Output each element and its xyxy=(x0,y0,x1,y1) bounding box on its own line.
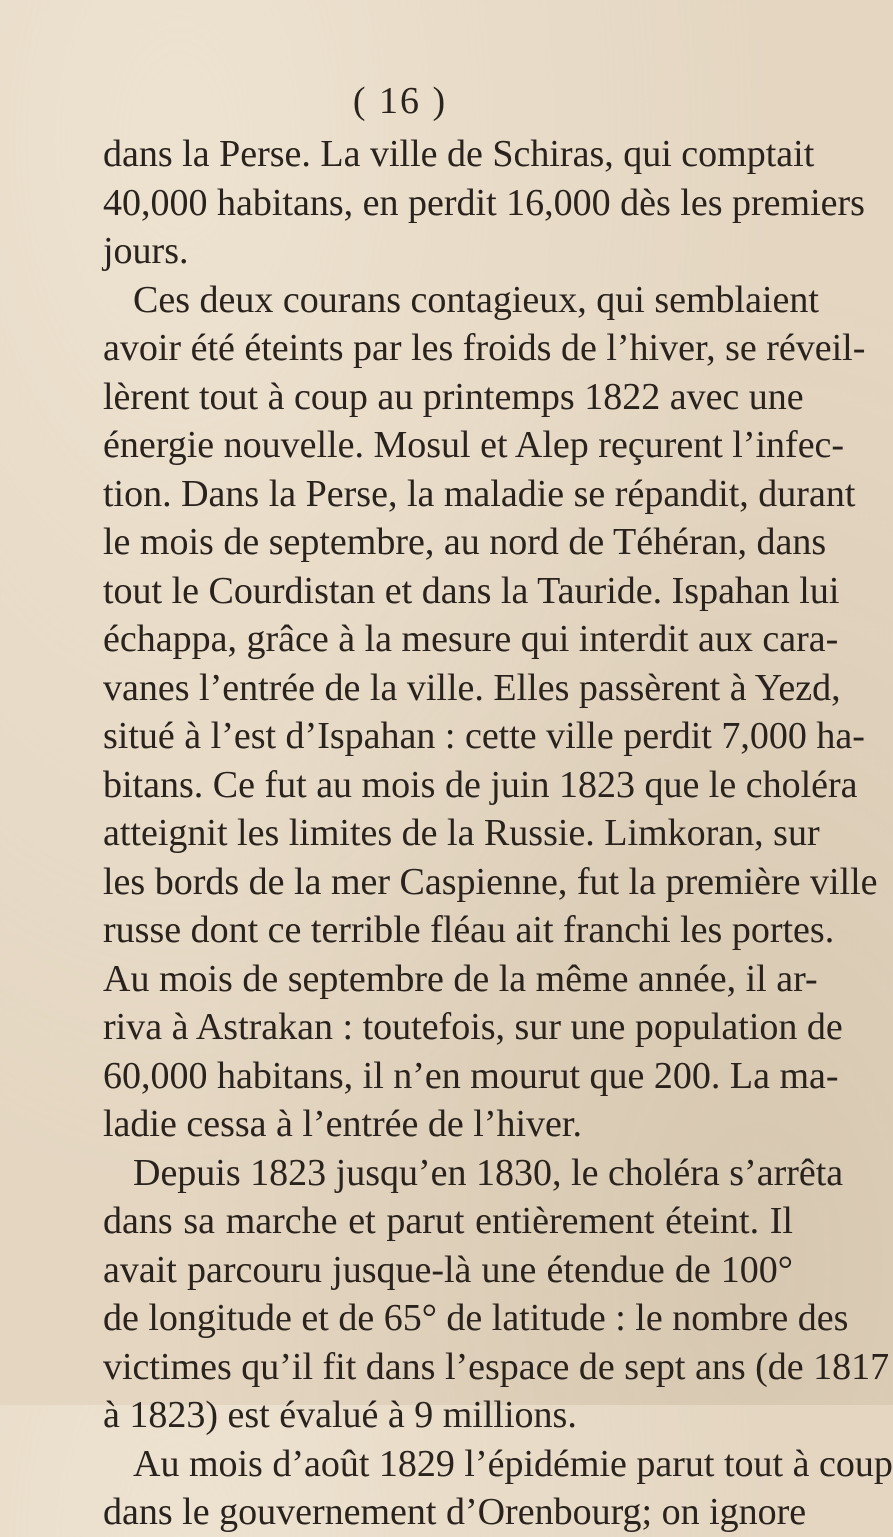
text-line: ladie cessa à l’entrée de l’hiver. xyxy=(103,1103,582,1145)
text-line: à 1823) est évalué à 9 millions. xyxy=(103,1394,577,1436)
text-line: russe dont ce terrible fléau ait franchi les portes. xyxy=(103,909,835,951)
text-line: victimes qu’il fit dans l’espace de sept ans (de 1817 xyxy=(103,1345,890,1388)
text-line: le mois de septembre, au nord de Téhéran, dans xyxy=(103,521,827,563)
text-line: dans le gouvernement d’Orenbourg; on ignore xyxy=(103,1491,807,1533)
text-line: lèrent tout à coup au printemps 1822 avec une xyxy=(103,375,804,418)
text-line: dans sa marche et parut entièrement éteint. Il xyxy=(103,1200,793,1242)
text-line: jours. xyxy=(103,230,189,272)
page-number: ( 16 ) xyxy=(352,80,448,122)
text-line: bitans. Ce fut au mois de juin 1823 que le choléra xyxy=(103,763,858,806)
text-line: tout le Courdistan et dans la Tauride. Ispahan lui xyxy=(103,569,840,612)
text-line: 40,000 habitans, en perdit 16,000 dès les premiers xyxy=(103,181,865,224)
text-line: de longitude et de 65° de latitude : le nombre des xyxy=(103,1297,849,1339)
text-line: tion. Dans la Perse, la maladie se répandit, durant xyxy=(103,472,856,515)
text-line: les bords de la mer Caspienne, fut la première ville xyxy=(103,860,878,903)
text-line: atteignit les limites de la Russie. Limkoran, sur xyxy=(103,812,820,854)
text-line: avait parcouru jusque-là une étendue de 100° xyxy=(103,1248,793,1291)
text-line: situé à l’est d’Ispahan : cette ville perdit 7,000 ha- xyxy=(103,715,865,757)
text-line: avoir été éteints par les froids de l’hiver, se réveil- xyxy=(103,327,866,369)
text-line: énergie nouvelle. Mosul et Alep reçurent l’infec- xyxy=(103,424,845,466)
text-line: vanes l’entrée de la ville. Elles passèrent à Yezd, xyxy=(103,666,841,709)
text-line: Ces deux courans contagieux, qui semblaient xyxy=(133,278,819,321)
text-line: dans la Perse. La ville de Schiras, qui comptait xyxy=(103,133,815,175)
text-line: Au mois de septembre de la même année, il ar- xyxy=(103,957,818,1000)
text-line: échappa, grâce à la mesure qui interdit aux cara- xyxy=(103,618,839,660)
text-line: Au mois d’août 1829 l’épidémie parut tout à coup xyxy=(133,1442,893,1485)
text-line: riva à Astrakan : toutefois, sur une population de xyxy=(103,1006,843,1048)
body-text xyxy=(103,130,893,1537)
text-line: Depuis 1823 jusqu’en 1830, le choléra s’arrêta xyxy=(133,1151,844,1194)
text-line: 60,000 habitans, il n’en mourut que 200. La ma- xyxy=(103,1054,839,1097)
